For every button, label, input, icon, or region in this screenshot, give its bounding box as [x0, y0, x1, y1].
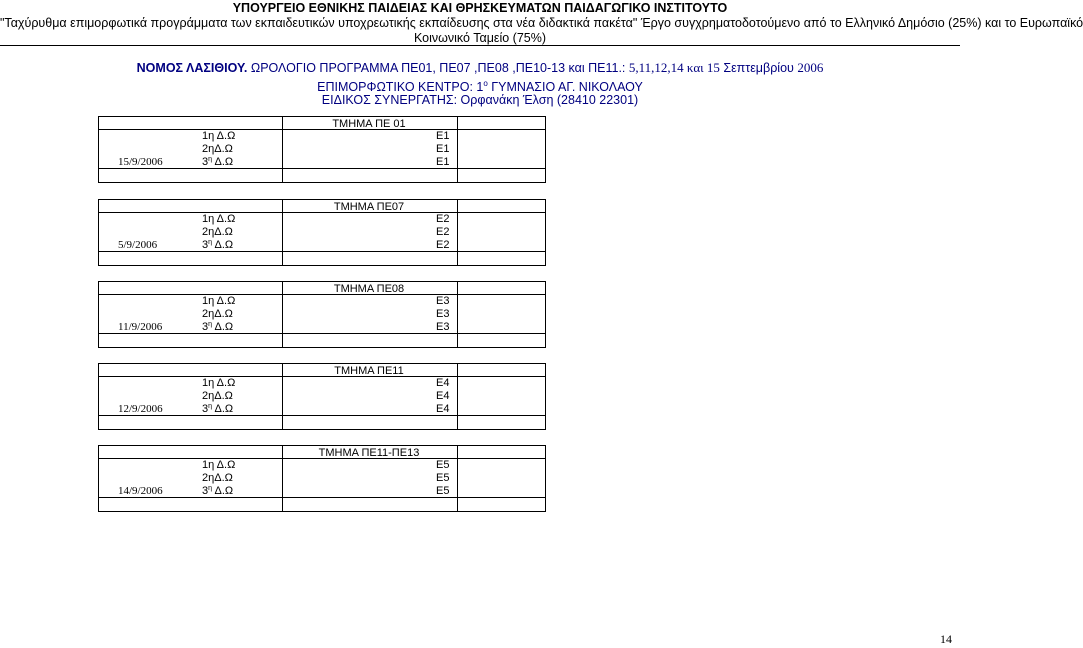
table-divider: [457, 200, 458, 265]
session-label: 2ηΔ.Ω: [202, 226, 233, 238]
department-title: ΤΜΗΜΑ ΠΕ11-ΠΕ13: [318, 447, 420, 459]
session-label: 1η Δ.Ω: [202, 213, 236, 225]
session-label: 2ηΔ.Ω: [202, 472, 233, 484]
department-title: ΤΜΗΜΑ ΠΕ08: [333, 283, 405, 295]
table-divider: [457, 117, 458, 182]
schedule-dates: 5,11,12,14 και 15: [628, 60, 720, 75]
room-label: Ε1: [436, 130, 450, 142]
ministry-header: ΥΠΟΥΡΓΕΙΟ ΕΘΝΙΚΗΣ ΠΑΙΔΕΙΑΣ ΚΑΙ ΘΡΗΣΚΕΥΜΑΤΩΝ ΠΑΙΔΑΓΩΓΙΚΟ ΙΝΣΤΙΤΟΥΤΟ: [232, 1, 728, 15]
table-divider: [99, 333, 545, 334]
session-label: 1η Δ.Ω: [202, 130, 236, 142]
room-label: Ε1: [436, 156, 450, 168]
room-label: Ε5: [436, 485, 450, 497]
session-label: 2ηΔ.Ω: [202, 390, 233, 402]
schedule-title: ΩΡΟΛΟΓΙΟ ΠΡΟΓΡΑΜΜΑ ΠΕ01, ΠΕ07 ,ΠΕ08 ,ΠΕ10-13 και ΠΕ11.:: [247, 61, 629, 75]
schedule-table: [98, 445, 546, 512]
schedule-table: [98, 281, 546, 348]
department-title: ΤΜΗΜΑ ΠΕ07: [333, 201, 405, 213]
room-label: Ε3: [436, 321, 450, 333]
room-label: Ε4: [436, 403, 450, 415]
session-label: $3^\eta$ Δ.Ω: [202, 321, 234, 333]
table-divider: [457, 364, 458, 429]
room-label: Ε4: [436, 390, 450, 402]
schedule-date: 15/9/2006: [118, 156, 163, 168]
program-description: "Ταχύρυθμα επιμορφωτικά προγράμματα των εκπαιδευτικών υποχρεωτικής εκπαίδευσης στα νέα διδακτικά πακέτα" Έργο συγχρηματοδοτούμενο από το Ελληνικό Δημόσιο (25%) και το Ευρωπαϊκό: [0, 16, 1083, 30]
table-divider: [99, 415, 545, 416]
session-label: $3^\eta$ Δ.Ω: [202, 485, 234, 497]
table-divider: [457, 446, 458, 511]
fund-description: Κοινωνικό Ταμείο (75%): [413, 31, 547, 45]
session-label: 1η Δ.Ω: [202, 377, 236, 389]
room-label: Ε2: [436, 213, 450, 225]
table-divider: [99, 497, 545, 498]
schedule-date: 11/9/2006: [118, 321, 163, 333]
room-label: Ε1: [436, 143, 450, 155]
table-divider: [457, 282, 458, 347]
session-label: 1η Δ.Ω: [202, 295, 236, 307]
schedule-date: 5/9/2006: [118, 239, 158, 251]
room-label: Ε2: [436, 239, 450, 251]
table-divider: [99, 168, 545, 169]
header-divider: [0, 45, 960, 46]
session-label: $3^\eta$ Δ.Ω: [202, 156, 234, 168]
schedule-date: 12/9/2006: [118, 403, 163, 415]
session-label: 2ηΔ.Ω: [202, 308, 233, 320]
department-title: ΤΜΗΜΑ ΠΕ11: [334, 365, 404, 377]
schedule-month: Σεπτεμβρίου: [719, 61, 798, 75]
schedule-date: 14/9/2006: [118, 485, 163, 497]
schedule-table: [98, 363, 546, 430]
schedule-table: [98, 199, 546, 266]
session-label: 2ηΔ.Ω: [202, 143, 233, 155]
schedule-heading: [0, 61, 960, 75]
training-center: ΕΠΙΜΟΡΦΩΤΙΚΟ ΚΕΝΤΡΟ: $1^o$ ΓΥΜΝΑΣΙΟ ΑΓ. ΝΙΚΟΛΑΟΥ: [317, 79, 643, 95]
schedule-year: 2006: [797, 60, 824, 75]
room-label: Ε3: [436, 295, 450, 307]
department-title: ΤΜΗΜΑ ΠΕ 01: [332, 118, 406, 130]
session-label: $3^\eta$ Δ.Ω: [202, 403, 234, 415]
page-number: 14: [940, 632, 952, 646]
table-divider: [99, 251, 545, 252]
session-label: $3^\eta$ Δ.Ω: [202, 239, 234, 251]
collaborator-info: ΕΙΔΙΚΟΣ ΣΥΝΕΡΓΑΤΗΣ: Ορφανάκη Έλση (28410 22301): [321, 93, 639, 107]
prefecture-label: ΝΟΜΟΣ ΛΑΣΙΘΙΟΥ.: [136, 61, 248, 75]
session-label: 1η Δ.Ω: [202, 459, 236, 471]
room-label: Ε5: [436, 472, 450, 484]
room-label: Ε5: [436, 459, 450, 471]
schedule-table: [98, 116, 546, 183]
room-label: Ε2: [436, 226, 450, 238]
room-label: Ε4: [436, 377, 450, 389]
room-label: Ε3: [436, 308, 450, 320]
